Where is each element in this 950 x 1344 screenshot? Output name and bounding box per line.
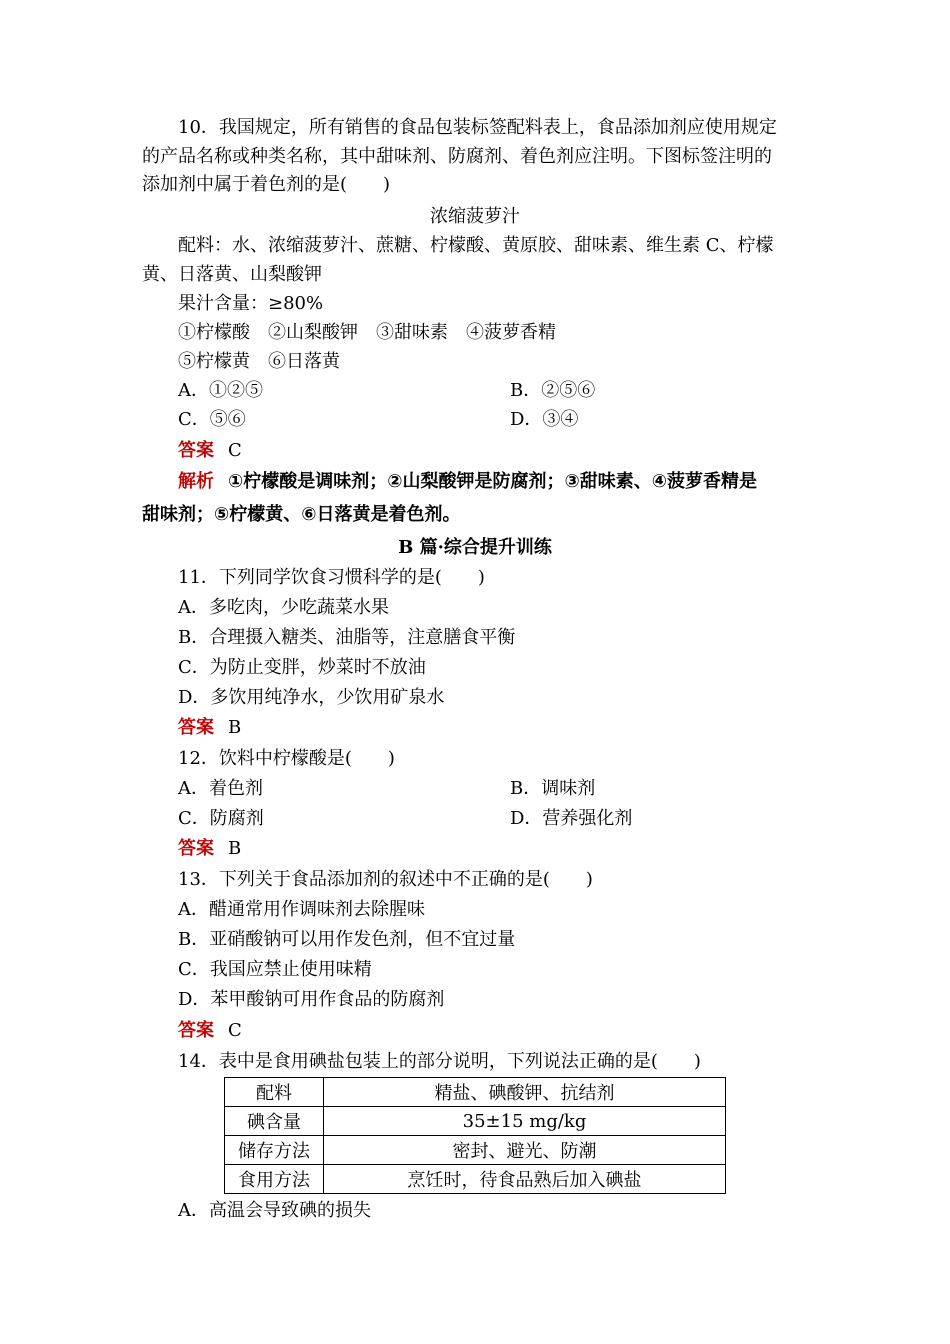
q10-analysis-line2: 甜味剂；⑤柠檬黄、⑥日落黄是着色剂。 [142, 504, 461, 525]
table-row [225, 1165, 726, 1194]
analysis-label: 解析 [178, 471, 214, 492]
q10-stem-line1: 10．我国规定，所有销售的食品包装标签配料表上，食品添加剂应使用规定 [178, 117, 777, 138]
q13-option-c: C．我国应禁止使用味精 [178, 959, 372, 980]
iodized-salt-table [224, 1077, 726, 1194]
q11-option-b: B．合理摄入糖类、油脂等，注意膳食平衡 [178, 627, 516, 648]
q10-option-a: A．①②⑤ [178, 380, 263, 401]
q10-stem-line3: 添加剂中属于着色剂的是( ) [142, 174, 391, 195]
q10-items-line1: ①柠檬酸 ②山梨酸钾 ③甜味素 ④菠萝香精 [178, 322, 556, 343]
analysis-text: ①柠檬酸是调味剂；②山梨酸钾是防腐剂；③甜味素、④菠萝香精是 [228, 471, 757, 492]
answer-value: C [228, 1020, 242, 1041]
q11-option-a: A．多吃肉，少吃蔬菜水果 [178, 597, 389, 618]
q12-stem: 12．饮料中柠檬酸是( ) [178, 748, 395, 769]
q10-ingredients-line1: 配料：水、浓缩菠萝汁、蔗糖、柠檬酸、黄原胶、甜味素、维生素 C、柠檬 [178, 235, 774, 256]
q10-analysis-line1 [178, 467, 757, 497]
q12-option-b: B．调味剂 [510, 778, 596, 799]
q10-option-d: D．③④ [510, 409, 579, 430]
table-cell-value: 35±15 mg/kg [324, 1107, 726, 1136]
q10-option-c: C．⑤⑥ [178, 409, 246, 430]
answer-label: 答案 [178, 440, 214, 461]
answer-value: B [228, 838, 242, 859]
answer-label: 答案 [178, 1020, 214, 1041]
q10-juice-content: 果汁含量：≥80% [178, 293, 324, 314]
q12-answer [178, 834, 241, 864]
table-cell-key: 配料 [225, 1078, 324, 1107]
q10-answer [178, 436, 242, 466]
q10-label-title: 浓缩菠萝汁 [430, 206, 520, 227]
table-cell-value: 烹饪时，待食品熟后加入碘盐 [324, 1165, 726, 1194]
q13-option-a: A．醋通常用作调味剂去除腥味 [178, 899, 425, 920]
table-cell-key: 碘含量 [225, 1107, 324, 1136]
table-cell-value: 密封、避光、防潮 [324, 1136, 726, 1165]
q10-items-line2: ⑤柠檬黄 ⑥日落黄 [178, 351, 340, 372]
answer-label: 答案 [178, 838, 214, 859]
table-cell-value: 精盐、碘酸钾、抗结剂 [324, 1078, 726, 1107]
q10-option-b: B．②⑤⑥ [510, 380, 596, 401]
q11-option-d: D．多饮用纯净水，少饮用矿泉水 [178, 687, 445, 708]
q13-option-d: D．苯甲酸钠可用作食品的防腐剂 [178, 989, 445, 1010]
table-row [225, 1107, 726, 1136]
answer-label: 答案 [178, 717, 214, 738]
section-title: B 篇·综合提升训练 [398, 537, 552, 558]
q14-stem: 14．表中是食用碘盐包装上的部分说明，下列说法正确的是( ) [178, 1051, 701, 1072]
q11-stem: 11．下列同学饮食习惯科学的是( ) [178, 567, 485, 588]
answer-value: B [228, 717, 242, 738]
answer-value: C [228, 440, 242, 461]
q14-option-a: A．高温会导致碘的损失 [178, 1200, 371, 1221]
q12-option-c: C．防腐剂 [178, 808, 264, 829]
table-row [225, 1136, 726, 1165]
q13-option-b: B．亚硝酸钠可以用作发色剂，但不宜过量 [178, 929, 516, 950]
q10-ingredients-line2: 黄、日落黄、山梨酸钾 [142, 264, 322, 285]
q10-stem-line2: 的产品名称或种类名称，其中甜味剂、防腐剂、着色剂应注明。下图标签注明的 [142, 146, 772, 167]
table-cell-key: 食用方法 [225, 1165, 324, 1194]
q13-answer [178, 1016, 242, 1046]
table-cell-key: 储存方法 [225, 1136, 324, 1165]
q13-stem: 13．下列关于食品添加剂的叙述中不正确的是( ) [178, 869, 593, 890]
q12-option-d: D．营养强化剂 [510, 808, 633, 829]
q11-option-c: C．为防止变胖，炒菜时不放油 [178, 657, 426, 678]
table-row [225, 1078, 726, 1107]
q12-option-a: A．着色剂 [178, 778, 263, 799]
q11-answer [178, 713, 241, 743]
